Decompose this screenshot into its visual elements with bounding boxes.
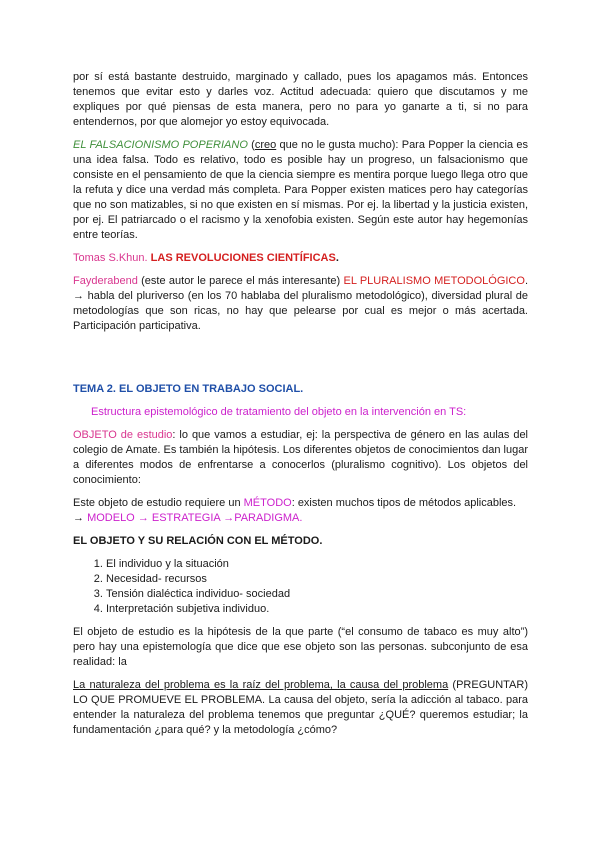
list-item: 2. Necesidad- recursos	[106, 572, 528, 587]
list-item: 1. El individuo y la situación	[106, 557, 528, 572]
document-page	[73, 70, 528, 738]
metodo-end: .	[299, 512, 303, 524]
creo-word: creo	[254, 139, 277, 151]
list-item: 4. Interpretación subjetiva individuo.	[106, 602, 528, 617]
khun-dot: .	[335, 252, 339, 264]
naturaleza-underlined: La naturaleza del problema es la raíz del problema, la causa del problema	[73, 679, 449, 691]
paragraph-objeto	[73, 428, 528, 488]
arrow-1: →	[73, 512, 84, 524]
fayderabend-author: Fayderabend	[73, 275, 138, 287]
tema-heading: TEMA 2. EL OBJETO EN TRABAJO SOCIAL.	[73, 383, 304, 395]
paragraph-naturaleza	[73, 678, 528, 738]
popper-text: que no le gusta mucho): Para Popper la ciencia es una idea falsa. Todo es relativo, todo es posible hay un progreso, un falsacionismo que consiste en el pensamiento de que la ciencia siempre es mentira porque luego llega otro que la refuta y dice una verdad más completa. Para Popper existen matices pero hay categorías que no son matizables, si no que existen en sí mismas. Por ej. la libertad y la justicia existen, por ej. El patriarcado o el racismo y la xenofobia existen. Según este autor hay hegemonías entre teorías.	[73, 139, 528, 241]
paragraph-metodo	[73, 496, 528, 526]
estructura-subtitle: Estructura epistemológico de tratamiento del objeto en la intervención en TS:	[91, 406, 467, 418]
metodo-mid: : existen muchos tipos de métodos aplicables.	[291, 497, 517, 509]
pluralismo-title: EL PLURALISMO METODOLÓGICO	[343, 275, 525, 287]
khun-author: Tomas S.Khun.	[73, 252, 148, 264]
paragraph-hipotesis: El objeto de estudio es la hipótesis de la que parte (“el consumo de tabaco es muy alto”) pero hay una epistemología que dice que ese objeto son las personas. subconjunto de esa realidad: la	[73, 626, 528, 668]
relation-list	[73, 557, 528, 617]
estrategia-term: ESTRATEGIA	[151, 512, 221, 524]
paradigma-term: PARADIGMA	[234, 512, 300, 524]
metodo-term: MÉTODO	[243, 497, 292, 509]
objeto-metodo-heading: EL OBJETO Y SU RELACIÓN CON EL MÉTODO.	[73, 535, 323, 547]
arrow-3: →	[223, 512, 235, 524]
fayderabend-text: . → habla del pluriverso (en los 70 hablaba del pluralismo metodológico), diversidad plural de metodologías que son ricas, no hay que pelearse por cual es mejor o más acertada. Participación participativa.	[73, 275, 528, 332]
objeto-text: : lo que vamos a estudiar, ej: la perspectiva de género en las aulas del colegio de Amate. Es también la hipótesis. Los diferentes objetos de conocimientos dan lugar a diferentes modos de enfrentarse a conocerlos (pluralismo cognitivo). Los objetos del conocimiento:	[73, 429, 529, 486]
metodo-start: Este objeto de estudio requiere un	[73, 497, 244, 509]
revoluciones-title: LAS REVOLUCIONES CIENTÍFICAS	[150, 252, 336, 264]
modelo-term: MODELO	[87, 512, 135, 524]
paragraph-khun	[73, 251, 528, 266]
arrow-2: →	[137, 512, 149, 524]
naturaleza-text: (PREGUNTAR) LO QUE PROMUEVE EL PROBLEMA. La causa del objeto, sería la adicción al tabaco. para entender la naturaleza del problema tenemos que preguntar ¿QUÉ? queremos estudiar; la fundamentación ¿para qué? y la metodología ¿cómo?	[73, 679, 528, 736]
paragraph-fayderabend	[73, 274, 528, 334]
falsacionismo-term: EL FALSACIONISMO POPERIANO	[73, 139, 248, 151]
objeto-term: OBJETO de estudio	[73, 429, 173, 441]
popper-open-paren: (	[247, 139, 255, 151]
fayderabend-mid: (este autor le parece el más interesante)	[137, 275, 344, 287]
paragraph-popper	[73, 138, 528, 243]
paragraph-voice: por sí está bastante destruido, marginado y callado, pues los apagamos más. Entonces tenemos que evitar esto y darles voz. Actitud adecuada: quiero que discutamos y me expliques por qué piensas de esta manera, pero no para yo ganarte a ti, si no para entendernos, por que alomejor yo estoy equivocada.	[73, 71, 528, 128]
list-item: 3. Tensión dialéctica individuo- sociedad	[106, 587, 528, 602]
